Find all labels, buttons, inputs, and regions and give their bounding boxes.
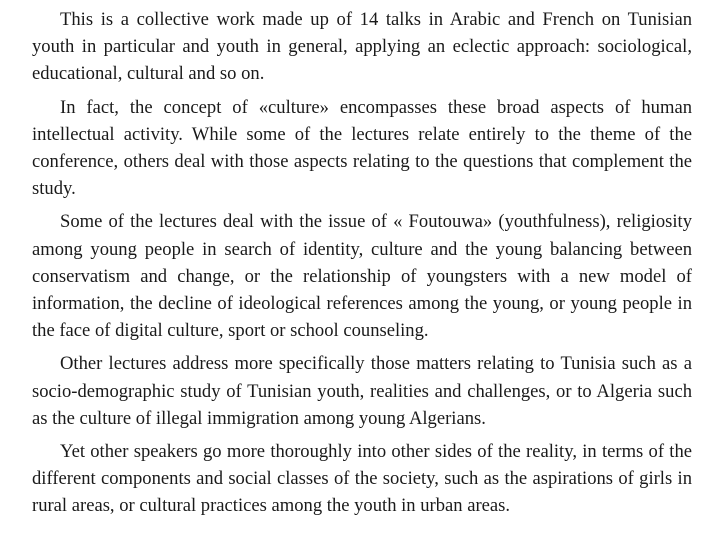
paragraph-overview: This is a collective work made up of 14 talks in Arabic and French on Tunisian youth in particular and youth in general, applying an eclectic approach: sociological, educational, cultural and so on. xyxy=(32,9,692,85)
paragraph-culture-concept: In fact, the concept of «culture» encompasses these broad aspects of human intellectual activity. While some of the lectures relate entirely to the theme of the conference, others deal with those aspects relating to the questions that complement the study. xyxy=(32,96,692,200)
paragraph-tunisia-algeria: Other lectures address more specifically those matters relating to Tunisia such as a socio-demographic study of Tunisian youth, realities and challenges, or to Algeria such as the culture of illegal immigration among young Algerians. xyxy=(32,353,692,429)
document-body xyxy=(32,6,692,526)
paragraph-other-speakers: Yet other speakers go more thoroughly into other sides of the reality, in terms of the different components and social classes of the society, such as the aspirations of girls in rural areas, or cultural practices among the youth in urban areas. xyxy=(32,441,692,517)
paragraph-foutouwa: Some of the lectures deal with the issue of « Foutouwa» (youthfulness), religiosity among young people in search of identity, culture and the young balancing between conservatism and change, or the relationship of youngsters with a new model of information, the decline of ideological references among the young, or young people in the face of digital culture, sport or school counseling. xyxy=(32,211,692,342)
